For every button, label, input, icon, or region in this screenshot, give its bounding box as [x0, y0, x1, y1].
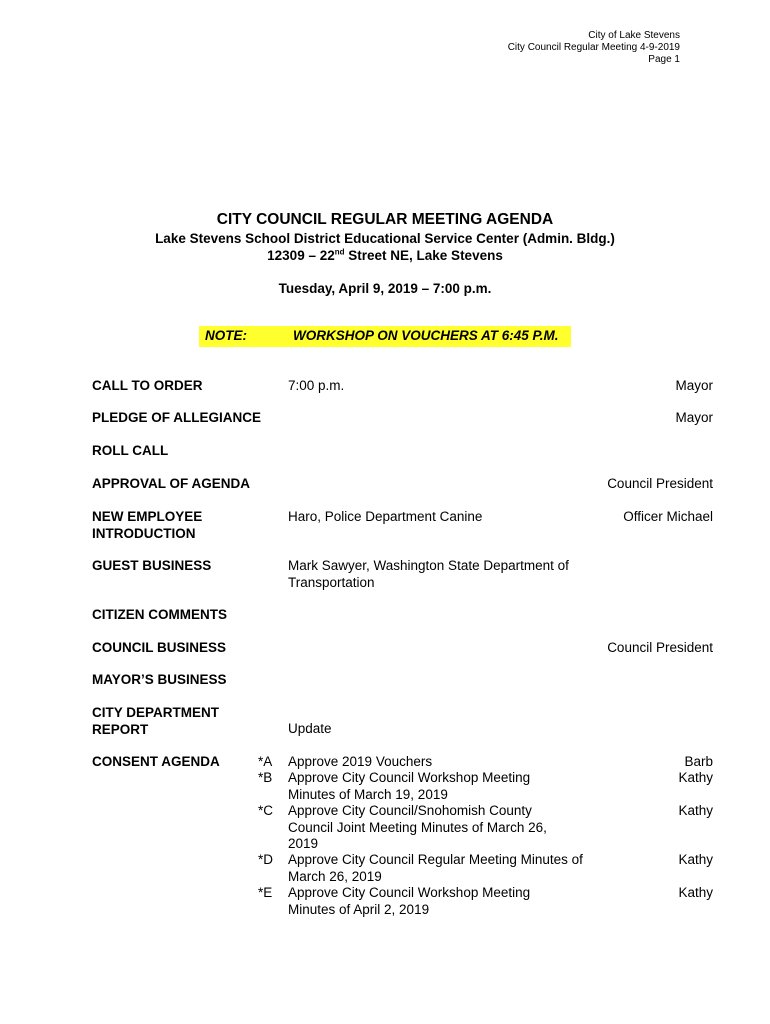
item-presenter: Mayor — [675, 378, 713, 393]
address-ordinal-suffix: nd — [334, 247, 345, 257]
item-label: CITIZEN COMMENTS — [92, 607, 227, 622]
item-presenter: Council President — [607, 640, 713, 655]
agenda-title: CITY COUNCIL REGULAR MEETING AGENDA — [216, 211, 554, 228]
page-header — [508, 30, 680, 66]
consent-presenter: Barb — [684, 754, 713, 769]
note-label: NOTE: — [205, 328, 247, 343]
consent-code: *B — [258, 770, 273, 785]
item-label: CALL TO ORDER — [92, 378, 203, 393]
item-description: Haro, Police Department Canine — [288, 509, 483, 524]
meeting-location: Lake Stevens School District Educational Service Center (Admin. Bldg.) — [155, 231, 615, 246]
address-street-rest: Street NE, Lake Stevens — [344, 248, 503, 263]
consent-code: *C — [258, 803, 274, 818]
consent-code: *E — [258, 885, 273, 900]
item-label: PLEDGE OF ALLEGIANCE — [92, 410, 262, 425]
consent-text: Approve City Council Workshop Meeting Minutes of March 19, 2019 — [288, 770, 531, 802]
item-presenter: Mayor — [675, 410, 713, 425]
item-label: GUEST BUSINESS — [92, 558, 212, 573]
consent-presenter: Kathy — [678, 852, 713, 867]
consent-code: *D — [258, 852, 274, 867]
item-label: COUNCIL BUSINESS — [92, 640, 227, 655]
item-label: NEW EMPLOYEE INTRODUCTION — [92, 509, 203, 541]
item-label: CITY DEPARTMENT REPORT — [92, 705, 220, 737]
consent-text: Approve 2019 Vouchers — [288, 754, 433, 769]
item-label: ROLL CALL — [92, 443, 169, 458]
consent-text: Approve City Council Workshop Meeting Minutes of April 2, 2019 — [288, 885, 531, 917]
consent-label: CONSENT AGENDA — [92, 754, 220, 769]
item-description: Update — [288, 721, 332, 736]
header-page-number: Page 1 — [648, 54, 680, 65]
consent-presenter: Kathy — [678, 885, 713, 900]
consent-presenter: Kathy — [678, 803, 713, 818]
item-label: APPROVAL OF AGENDA — [92, 476, 251, 491]
item-label: MAYOR’S BUSINESS — [92, 672, 227, 687]
note-text: WORKSHOP ON VOUCHERS AT 6:45 P.M. — [293, 328, 559, 343]
meeting-datetime: Tuesday, April 9, 2019 – 7:00 p.m. — [278, 281, 492, 296]
consent-text: Approve City Council/Snohomish County Council Joint Meeting Minutes of March 26, 2019 — [288, 803, 547, 851]
address-street-number: 12309 – 22 — [267, 248, 335, 263]
consent-code: *A — [258, 754, 273, 769]
item-description: 7:00 p.m. — [288, 378, 345, 393]
header-city: City of Lake Stevens — [588, 30, 680, 41]
header-meeting: City Council Regular Meeting 4-9-2019 — [507, 42, 680, 53]
item-description: Mark Sawyer, Washington State Department of Transportation — [288, 558, 569, 590]
item-presenter: Officer Michael — [623, 509, 713, 524]
item-presenter: Council President — [607, 476, 713, 491]
consent-text: Approve City Council Regular Meeting Minutes of March 26, 2019 — [288, 852, 583, 884]
consent-presenter: Kathy — [678, 770, 713, 785]
meeting-address — [0, 248, 770, 263]
